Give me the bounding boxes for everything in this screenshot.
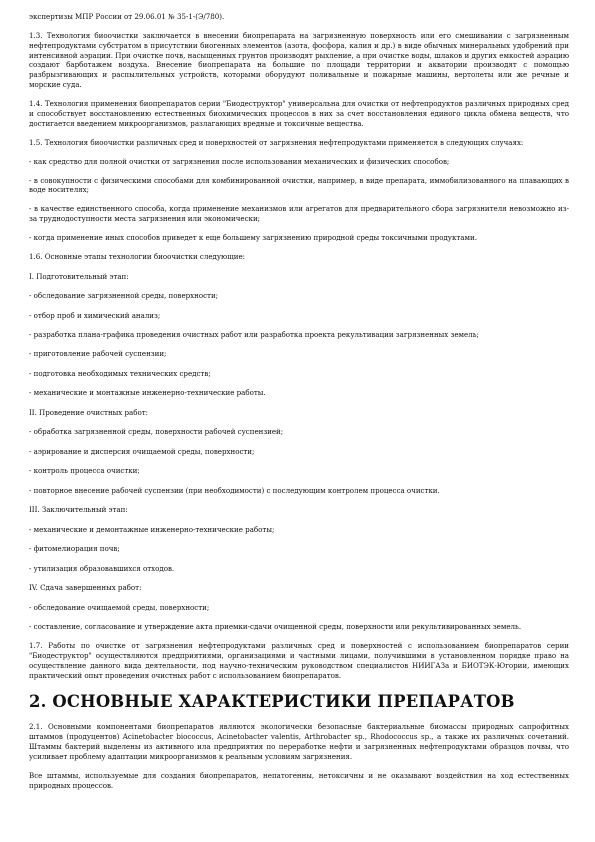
stage-3-item: - фитомелиорация почв;	[29, 544, 120, 554]
paragraph-1-7: 1.7. Работы по очистке от загрязнения нефтепродуктами различных сред и поверхностей с использованием биопрепаратов серии "Биодеструктор" осуществляются предприятиями, организациями и частными лицами, получившими в установленном порядке право на осуществление данного вида деятельности, под научно-техническим руководством специалистов НИИГАЗа и БИОТЭК-Югории, имеющих практический опыт проведения очистных работ с использованием биопрепаратов.	[29, 641, 569, 680]
stage-4-title: IV. Сдача завершенных работ:	[29, 583, 142, 593]
stage-3-item: - утилизация образовавшихся отходов.	[29, 563, 175, 573]
stage-1-item: - подготовка необходимых технических средств;	[29, 368, 211, 378]
stage-2-item: - обработка загрязненной среды, поверхности рабочей суспензией;	[29, 427, 284, 437]
paragraph-1-3: 1.3. Технология биоочистки заключается в внесении биопрепарата на загрязненную поверхность или его смешивании с загрязненным нефтепродуктами субстратом в присутствии биогенных элементов (азота, фосфора, калия и др.) в виде обычных минеральных удобрений при интенсивной аэрации. При очистке почв, насыщенных грунтов производят рыхление, а при очистке воды, шлаков и других емкостей аэрацию создают барботажем воздуха. Внесение биопрепарата на большие по площади территории и акватории производят с помощью разбрызгивающих и распылительных устройств, которыми оборудуют поливальные и пожарные машины, вертолеты или же речные и морские суда.	[29, 30, 569, 89]
stage-1-item: - приготовление рабочей суспензии;	[29, 349, 167, 359]
stage-2-title: II. Проведение очистных работ:	[29, 407, 149, 417]
stage-3-title: III. Заключительный этап:	[29, 505, 128, 515]
stage-1-item: - механические и монтажные инженерно-технические работы.	[29, 388, 266, 398]
stage-3-item: - механические и демонтажные инженерно-технические работы;	[29, 524, 275, 534]
section-2-heading: 2. ОСНОВНЫЕ ХАРАКТЕРИСТИКИ ПРЕПАРАТОВ	[29, 692, 515, 712]
paragraph-2-2: Все штаммы, используемые для создания биопрепаратов, непатогенны, нетоксичны и не оказывают воздействия на ход естественных природных процессов.	[29, 770, 569, 790]
case-item: - в качестве единственного способа, когда применение механизмов или агрегатов для предварительного сбора загрязнителя невозможно из-за труднодоступности места загрязнения или экономически;	[29, 204, 569, 224]
stage-1-item: - разработка плана-графика проведения очистных работ или разработка проекта рекультивации загрязненных земель;	[29, 329, 479, 339]
case-item: - в совокупности с физическими способами для комбинированной очистки, например, в виде препарата, иммобилизованного на плавающих в воде носителях;	[29, 175, 569, 195]
stage-2-item: - контроль процесса очистки;	[29, 466, 140, 476]
stage-1-title: I. Подготовительный этап:	[29, 271, 129, 281]
top-line: экспертизы МПР России от 29.06.01 № 35-1-(Э/780).	[29, 12, 225, 21]
paragraph-1-6: 1.6. Основные этапы технологии биоочистки следующие:	[29, 252, 246, 262]
stage-4-item: - составление, согласование и утверждение акта приемки-сдачи очищенной среды, поверхности или рекультивированных земель.	[29, 622, 522, 632]
stage-2-item: - повторное внесение рабочей суспензии (при необходимости) с последующим контролем процесса очистки.	[29, 485, 440, 495]
case-item: - как средство для полной очистки от загрязнения после использования механических и физических способов;	[29, 156, 450, 166]
stage-4-item: - обследование очищаемой среды, поверхности;	[29, 602, 210, 612]
stage-1-item: - обследование загрязненной среды, поверхности;	[29, 291, 219, 301]
paragraph-1-5: 1.5. Технология биоочистки различных сред и поверхностей от загрязнения нефтепродуктами применяется в следующих случаях:	[29, 137, 524, 147]
stage-1-item: - отбор проб и химический анализ;	[29, 310, 161, 320]
paragraph-1-4: 1.4. Технология применения биопрепаратов серии "Биодеструктор" универсальна для очистки от нефтепродуктов различных природных сред и способствует восстановлению естественных биохимических процессов в них за счет восстановления единого цикла обмена веществ, что достигается введением микроорганизмов, разлагающих вредные и токсичные вещества.	[29, 98, 569, 128]
document-page	[29, 12, 569, 800]
case-item: - когда применение иных способов приведет к еще большему загрязнению природной среды токсичными продуктами.	[29, 233, 477, 243]
stage-2-item: - аэрирование и дисперсия очищаемой среды, поверхности;	[29, 446, 255, 456]
paragraph-2-1: 2.1. Основными компонентами биопрепаратов являются экологически безопасные бактериальные биомассы природных сапрофитных штаммов (продуцентов) Acinetobacter biococcus, Acinetobacter valentis, Arthrobacter sp., Rhodococcus sp., а также их различных сочетаний. Штаммы бактерий выделены из активного ила предприятия по переработке нефти и загрязненных нефтепродуктами образцов почвы, что усиливает проблему адаптации микроорганизмов к реальным условиям загрязнения.	[29, 722, 569, 761]
